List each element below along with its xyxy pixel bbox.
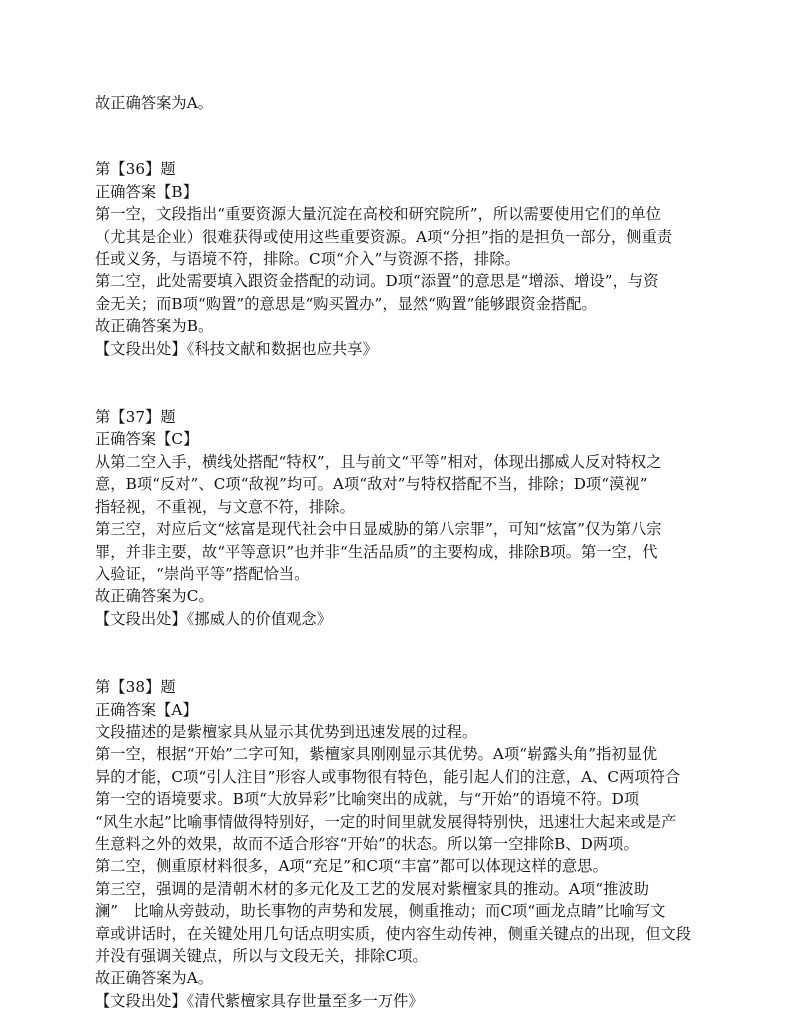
explanation-line: 任或义务，与语境不符，排除。C项“介入”与资源不搭，排除。 [95, 250, 520, 269]
question-36-block [95, 158, 705, 360]
question-number: 第【36】题 [95, 160, 176, 179]
explanation-line: 指轻视，不重视，与文意不符，排除。 [95, 497, 355, 516]
explanation-line: 意，B项“反对”、C项“敌视”均可。A项“敌对”与特权搭配不当，排除；D项“漠视” [95, 475, 648, 494]
explanation-line: 第二空，此处需要填入跟资金搭配的动词。D项“添置”的意思是“增添、增设”，与资 [95, 272, 659, 291]
explanation-line: 第一空，根据“开始”二字可知，紫檀家具刚刚显示其优势。A项“崭露头角”指初显优 [95, 745, 658, 764]
explanation-line: 异的才能，C项“引人注目”形容人或事物很有特色，能引起人们的注意，A、C两项符合 [95, 767, 681, 786]
spacer [95, 630, 705, 676]
explanation-line: 入验证，“崇尚平等”搭配恰当。 [95, 564, 310, 583]
question-38-block [95, 676, 705, 1012]
explanation-line: 第一空的语境要求。B项“大放异彩”比喻突出的成就，与“开始”的语境不符。D项 [95, 790, 640, 809]
final-answer-line: 故正确答案为A。 [95, 969, 214, 988]
spacer [95, 148, 705, 158]
intro-answer-line: 故正确答案为A。 [95, 94, 214, 112]
correct-answer: 正确答案【B】 [95, 182, 198, 201]
explanation-line: 第三空，强调的是清朝木材的多元化及工艺的发展对紫檀家具的推动。A项“推波助 [95, 879, 649, 898]
explanation-line: 从第二空入手，横线处搭配“特权”，且与前文“平等”相对，体现出挪威人反对特权之 [95, 452, 662, 471]
source-line: 【文段出处】《清代紫檀家具存世量至多一万件》 [95, 991, 424, 1010]
explanation-line: 金无关；而B项“购置”的意思是“购买置办”，显然“购置”能够跟资金搭配。 [95, 294, 597, 313]
correct-answer: 正确答案【C】 [95, 430, 199, 449]
explanation-line: “风生水起”比喻事情做得特别好，一定的时间里就发展得特别快，迅速壮大起来或是产 [95, 812, 677, 831]
explanation-line: 第三空，对应后文“炫富是现代社会中日显威胁的第八宗罪”，可知“炫富”仅为第八宗 [95, 520, 662, 539]
source-line: 【文段出处】《挪威人的价值观念》 [95, 609, 332, 628]
source-line: 【文段出处】《科技文献和数据也应共享》 [95, 339, 378, 358]
spacer [95, 360, 705, 406]
intro-block [95, 92, 705, 114]
answer-explanations-page [95, 92, 705, 1012]
final-answer-line: 故正确答案为C。 [95, 587, 214, 606]
explanation-line: 第二空，侧重原材料很多，A项“充足”和C项“丰富”都可以体现这样的意思。 [95, 857, 608, 876]
explanation-line: 生意料之外的效果，故而不适合形容“开始”的状态。所以第一空排除B、D两项。 [95, 834, 639, 853]
explanation-line: 罪，并非主要，故“平等意识”也并非“生活品质”的主要构成，排除B项。第一空，代 [95, 542, 658, 561]
explanation-line: （尤其是企业）很难获得或使用这些重要资源。A项“分担”指的是担负一部分，侧重责 [95, 227, 673, 246]
question-37-block [95, 406, 705, 630]
explanation-line: 并没有强调关键点，所以与文段无关，排除C项。 [95, 947, 428, 965]
explanation-line: 文段描述的是紫檀家具从显示其优势到迅速发展的过程。 [95, 722, 478, 741]
explanation-line: 第一空，文段指出“重要资源大量沉淀在高校和研究院所”，所以需要使用它们的单位 [95, 205, 662, 224]
correct-answer: 正确答案【A】 [95, 700, 198, 719]
explanation-line: 章或讲话时，在关键处用几句话点明实质，使内容生动传神，侧重关键点的出现，但文段 [95, 924, 692, 943]
explanation-line: 澜” 比喻从旁鼓动，助长事物的声势和发展，侧重推动；而C项“画龙点睛”比喻写文 [95, 902, 666, 921]
spacer [95, 114, 705, 148]
final-answer-line: 故正确答案为B。 [95, 317, 214, 336]
question-number: 第【38】题 [95, 678, 176, 697]
question-number: 第【37】题 [95, 408, 176, 427]
